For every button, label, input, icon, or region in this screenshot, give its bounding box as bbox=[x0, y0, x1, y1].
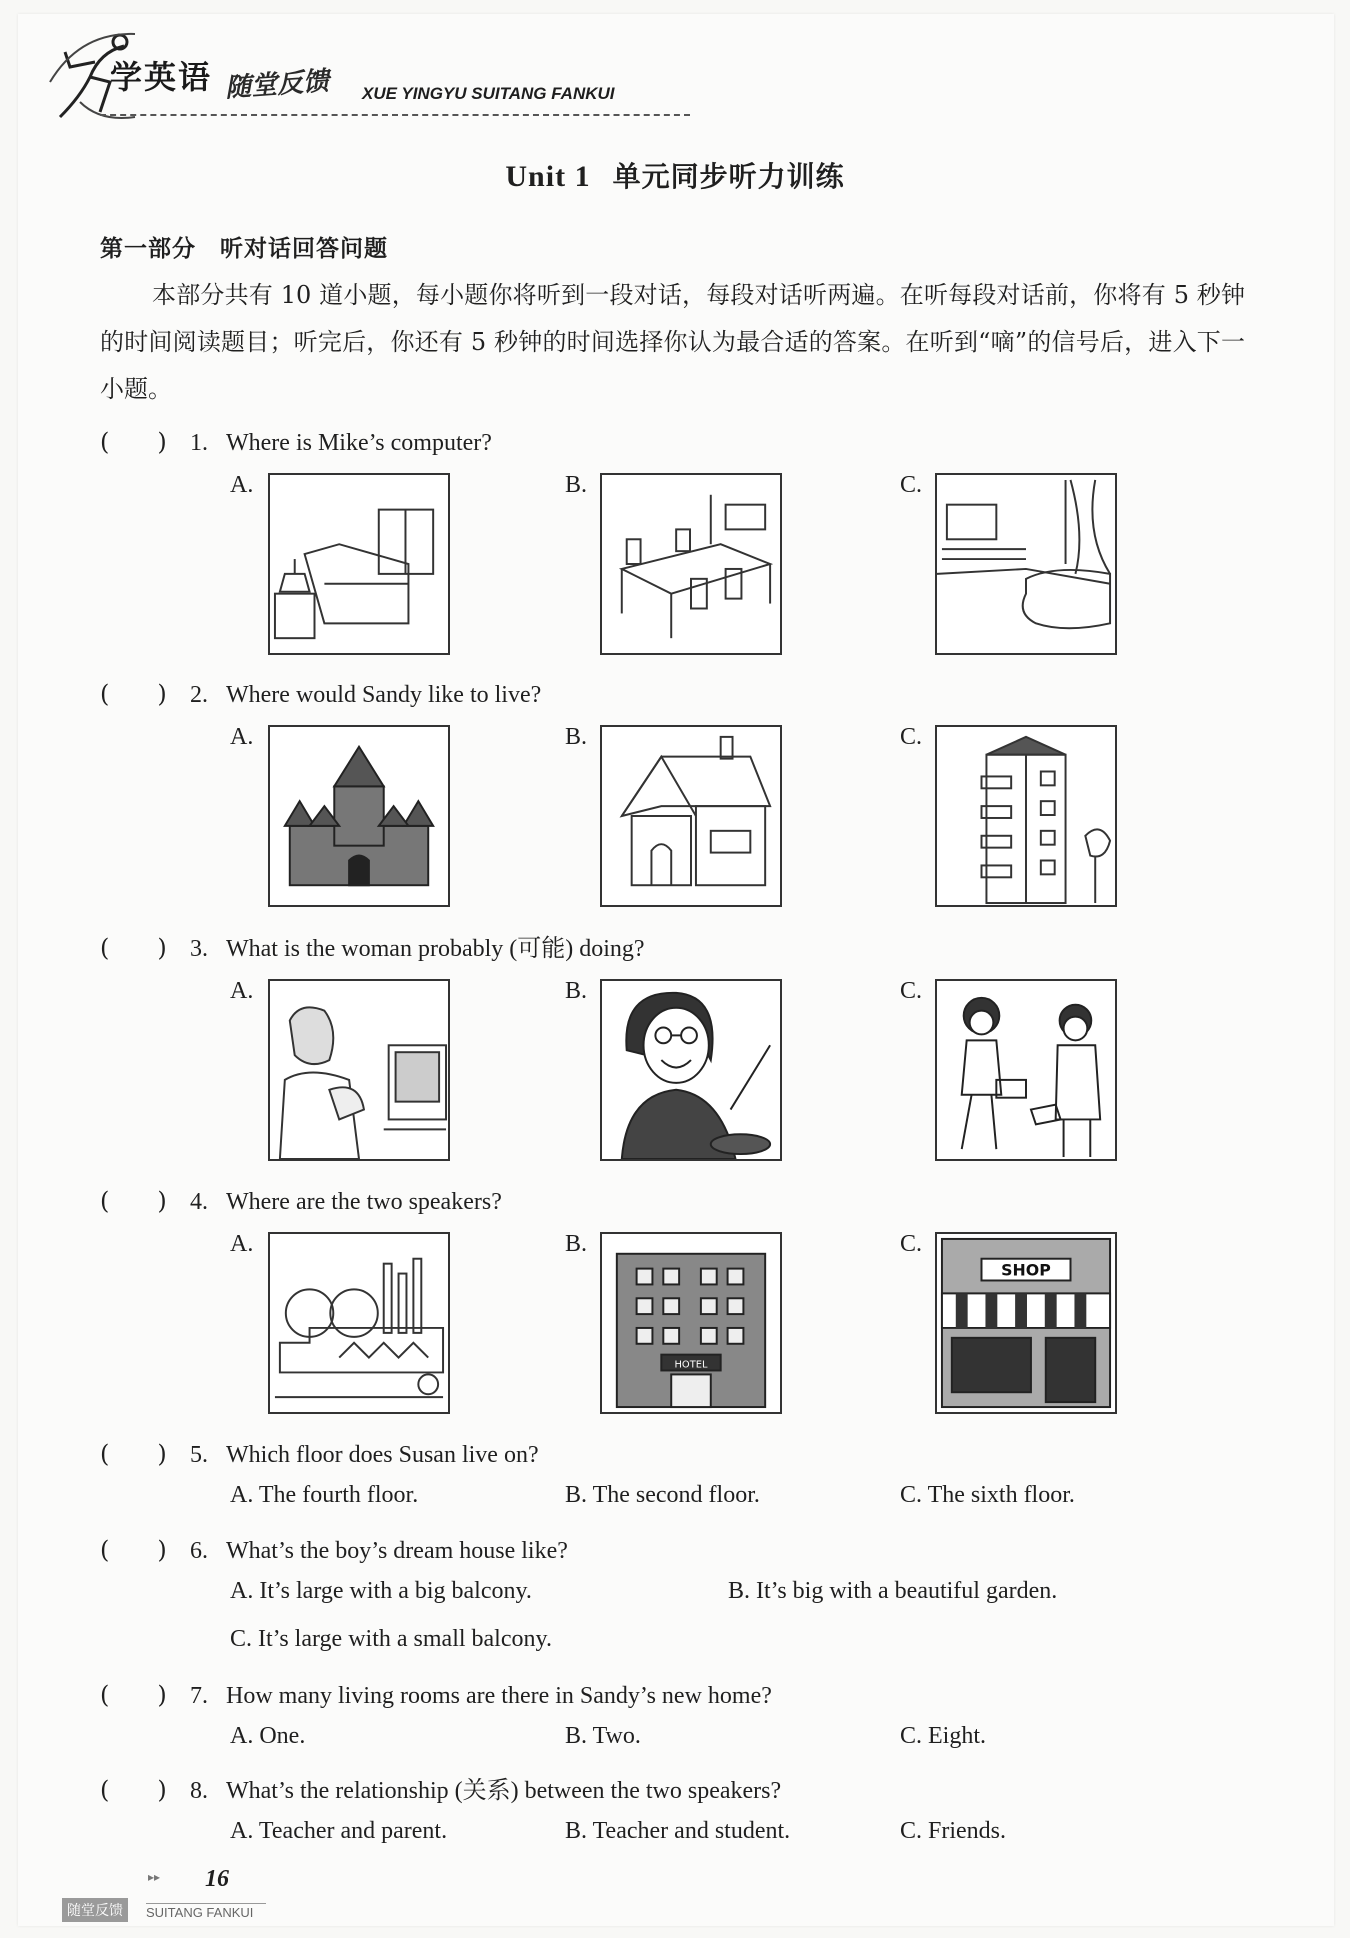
answer-blank[interactable]: ( ) bbox=[100, 1681, 167, 1709]
question-text: Where is Mike’s computer? bbox=[226, 430, 492, 456]
question-text: What is the woman probably (可能) doing? bbox=[226, 936, 645, 962]
q3-option-a-woman-watching-tv-picture[interactable] bbox=[268, 979, 450, 1161]
question-number: 1. bbox=[190, 430, 208, 456]
q7-option-a[interactable]: A. One. bbox=[230, 1723, 306, 1749]
unit-title-en: Unit 1 bbox=[505, 160, 591, 193]
question-text: What’s the relationship (关系) between the two speakers? bbox=[226, 1778, 782, 1804]
q3-option-a-label: A. bbox=[230, 978, 254, 1004]
question-5 bbox=[100, 1434, 539, 1469]
brand-title-cn: 学英语 bbox=[110, 58, 213, 96]
q6-option-b[interactable]: B. It’s big with a beautiful garden. bbox=[728, 1578, 1058, 1604]
question-8 bbox=[100, 1770, 781, 1805]
answer-blank[interactable]: ( ) bbox=[100, 428, 167, 456]
book-header bbox=[40, 22, 660, 122]
q4-option-a-factory-picture[interactable] bbox=[268, 1232, 450, 1414]
question-7 bbox=[100, 1675, 772, 1710]
q2-option-c-label: C. bbox=[900, 724, 923, 750]
q8-option-a[interactable]: A. Teacher and parent. bbox=[230, 1818, 448, 1844]
q2-option-a-label: A. bbox=[230, 724, 254, 750]
q4-option-b-label: B. bbox=[565, 1231, 588, 1257]
q7-option-b[interactable]: B. Two. bbox=[565, 1723, 641, 1749]
q5-option-c[interactable]: C. The sixth floor. bbox=[900, 1482, 1075, 1508]
q4-option-c-shop-picture[interactable] bbox=[935, 1232, 1117, 1414]
q5-option-a[interactable]: A. The fourth floor. bbox=[230, 1482, 419, 1508]
unit-title bbox=[0, 155, 1350, 195]
question-4 bbox=[100, 1181, 502, 1216]
shop-sign-text: SHOP bbox=[1001, 1260, 1051, 1280]
footer-pinyin: SUITANG FANKUI bbox=[146, 1903, 266, 1920]
question-2 bbox=[100, 674, 541, 709]
answer-blank[interactable]: ( ) bbox=[100, 1440, 167, 1468]
question-3 bbox=[100, 928, 645, 963]
question-number: 4. bbox=[190, 1189, 208, 1215]
brand-subtitle-cn: 随堂反馈 bbox=[224, 66, 331, 104]
q2-option-c-apartment-building-picture[interactable] bbox=[935, 725, 1117, 907]
question-text: How many living rooms are there in Sandy’s new home? bbox=[226, 1683, 772, 1709]
q8-option-c[interactable]: C. Friends. bbox=[900, 1818, 1007, 1844]
q7-option-c[interactable]: C. Eight. bbox=[900, 1723, 987, 1749]
answer-blank[interactable]: ( ) bbox=[100, 934, 167, 962]
q3-option-b-teacher-with-pointer-picture[interactable] bbox=[600, 979, 782, 1161]
q2-option-b-cottage-picture[interactable] bbox=[600, 725, 782, 907]
q1-option-b-label: B. bbox=[565, 472, 588, 498]
q5-option-b[interactable]: B. The second floor. bbox=[565, 1482, 760, 1508]
q4-option-a-label: A. bbox=[230, 1231, 254, 1257]
question-number: 8. bbox=[190, 1778, 208, 1804]
question-text: Where would Sandy like to live? bbox=[226, 682, 542, 708]
q2-option-b-label: B. bbox=[565, 724, 588, 750]
q6-option-a[interactable]: A. It’s large with a big balcony. bbox=[230, 1578, 532, 1604]
question-number: 6. bbox=[190, 1538, 208, 1564]
q2-option-a-castle-picture[interactable] bbox=[268, 725, 450, 907]
q4-option-b-hotel-picture[interactable] bbox=[600, 1232, 782, 1414]
q3-option-c-shoe-shopping-picture[interactable] bbox=[935, 979, 1117, 1161]
footer-arrows-icon: ▸▸ bbox=[148, 1870, 161, 1884]
q1-option-a-label: A. bbox=[230, 472, 254, 498]
footer-badge: 随堂反馈 bbox=[62, 1898, 128, 1922]
question-number: 2. bbox=[190, 682, 208, 708]
q1-option-a-bedroom-picture[interactable] bbox=[268, 473, 450, 655]
question-number: 5. bbox=[190, 1442, 208, 1468]
section-title: 第一部分 听对话回答问题 bbox=[100, 236, 388, 262]
question-text: Where are the two speakers? bbox=[226, 1189, 502, 1215]
page-number: 16 bbox=[205, 1866, 229, 1892]
question-6 bbox=[100, 1530, 568, 1565]
q1-option-c-living-room-picture[interactable] bbox=[935, 473, 1117, 655]
q4-option-c-label: C. bbox=[900, 1231, 923, 1257]
q3-option-b-label: B. bbox=[565, 978, 588, 1004]
question-number: 7. bbox=[190, 1683, 208, 1709]
answer-blank[interactable]: ( ) bbox=[100, 1776, 167, 1804]
q3-option-c-label: C. bbox=[900, 978, 923, 1004]
q6-option-c[interactable]: C. It’s large with a small balcony. bbox=[230, 1626, 552, 1652]
question-1 bbox=[100, 422, 492, 457]
section-instructions: 本部分共有 10 道小题，每小题你将听到一段对话，每段对话听两遍。在听每段对话前，你将有 5 秒钟的时间阅读题目；听完后，你还有 5 秒钟的时间选择你认为最合适的答案。在听到“嘀”的信号后，进入下一小题。 bbox=[100, 281, 1245, 403]
q1-option-b-dining-room-picture[interactable] bbox=[600, 473, 782, 655]
answer-blank[interactable]: ( ) bbox=[100, 1187, 167, 1215]
q1-option-c-label: C. bbox=[900, 472, 923, 498]
question-text: Which floor does Susan live on? bbox=[226, 1442, 539, 1468]
question-text: What’s the boy’s dream house like? bbox=[226, 1538, 568, 1564]
q8-option-b[interactable]: B. Teacher and student. bbox=[565, 1818, 791, 1844]
brand-pinyin: XUE YINGYU SUITANG FANKUI bbox=[362, 84, 615, 103]
answer-blank[interactable]: ( ) bbox=[100, 680, 167, 708]
header-divider bbox=[100, 114, 690, 116]
answer-blank[interactable]: ( ) bbox=[100, 1536, 167, 1564]
unit-title-cn: 单元同步听力训练 bbox=[612, 160, 845, 193]
question-number: 3. bbox=[190, 936, 208, 962]
hotel-sign-text: HOTEL bbox=[674, 1359, 708, 1371]
